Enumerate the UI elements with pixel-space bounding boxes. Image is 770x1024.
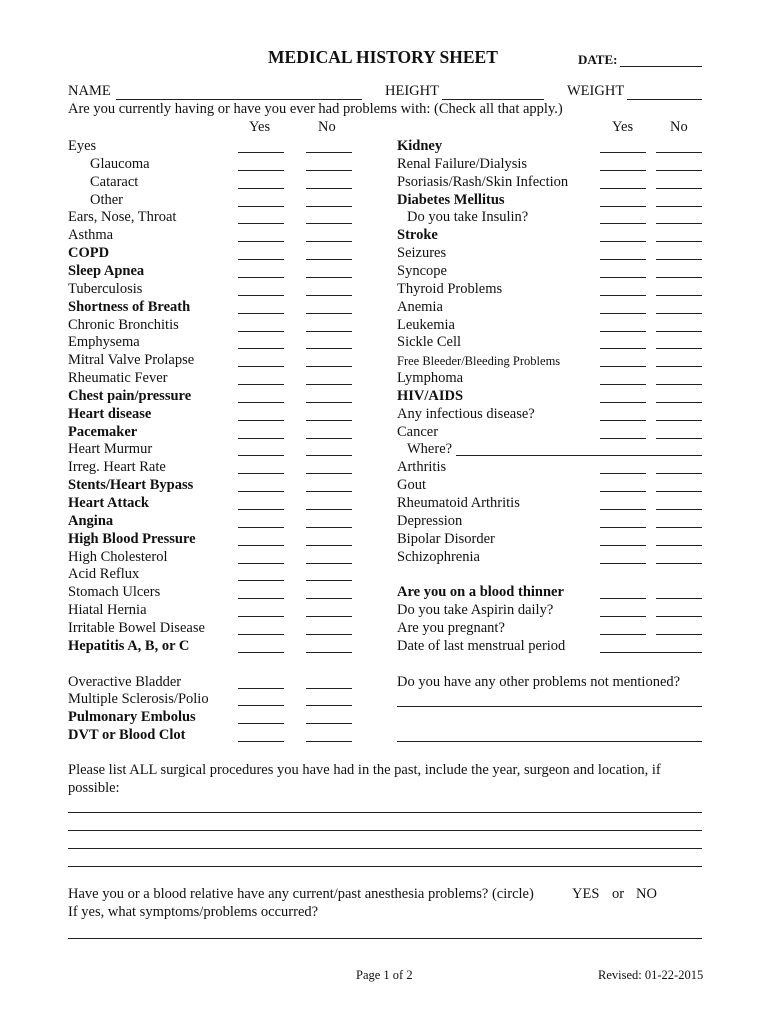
right-label-psoriasis-rash-skin-infection: Psoriasis/Rash/Skin Infection — [397, 173, 569, 190]
right-no-blank-lymphoma[interactable] — [656, 384, 702, 385]
right-label-where: Where? — [407, 441, 453, 458]
right-no-blank-arthritis[interactable] — [656, 473, 702, 474]
right-yes-blank-leukemia[interactable] — [600, 331, 646, 332]
right-label-any-infectious-disease: Any infectious disease? — [397, 405, 535, 422]
left-no-blank-shortness-of-breath[interactable] — [306, 313, 352, 314]
left-yes-blank-tuberculosis[interactable] — [238, 295, 284, 296]
page-number: Page 1 of 2 — [356, 968, 413, 982]
weight-label: WEIGHT — [567, 83, 625, 99]
anesthesia-no[interactable]: NO — [636, 886, 657, 902]
right-no-blank-bipolar-disorder[interactable] — [656, 545, 702, 546]
right-label-thyroid-problems: Thyroid Problems — [397, 280, 503, 297]
left-label-heart-attack: Heart Attack — [68, 495, 149, 511]
left-no-blank-hiatal-hernia[interactable] — [306, 616, 352, 617]
left-label-high-cholesterol: High Cholesterol — [68, 548, 168, 565]
left-label-chest-pain-pressure: Chest pain/pressure — [68, 387, 192, 404]
right-no-header: No — [670, 119, 688, 135]
right-yes-blank-hiv-aids[interactable] — [600, 402, 646, 403]
right-label-renal-failure-dialysis: Renal Failure/Dialysis — [397, 155, 528, 172]
right-yes-blank-thyroid-problems[interactable] — [600, 295, 646, 296]
right-yes-blank-gout[interactable] — [600, 491, 646, 492]
right-label-sickle-cell: Sickle Cell — [397, 334, 462, 351]
left-label-stomach-ulcers: Stomach Ulcers — [68, 584, 161, 601]
left-yes-blank-emphysema[interactable] — [238, 348, 284, 349]
left-label-asthma: Asthma — [68, 227, 114, 244]
height-field[interactable] — [442, 99, 544, 100]
left-no-blank-sleep-apnea[interactable] — [306, 277, 352, 278]
date-label: DATE: — [578, 52, 618, 67]
left-no-blank-other[interactable] — [306, 206, 352, 207]
left-label-heart-murmur: Heart Murmur — [68, 441, 153, 458]
left-yes-blank-irritable-bowel-disease[interactable] — [238, 634, 284, 635]
left-no-blank-emphysema[interactable] — [306, 348, 352, 349]
left-yes-blank-chest-pain-pressure[interactable] — [238, 402, 284, 403]
right-yes-blank-do-you-take-insulin[interactable] — [600, 223, 646, 224]
left-yes-blank-heart-murmur[interactable] — [238, 455, 284, 456]
left-label-acid-reflux: Acid Reflux — [68, 566, 140, 583]
other-problems-line-2[interactable] — [397, 741, 702, 742]
left-no-blank-cataract[interactable] — [306, 188, 352, 189]
right-no-blank-gout[interactable] — [656, 491, 702, 492]
left-label-overactive-bladder: Overactive Bladder — [68, 673, 182, 690]
right-yes-blank-any-infectious-disease[interactable] — [600, 420, 646, 421]
right-yes-blank-arthritis[interactable] — [600, 473, 646, 474]
right-label-are-you-on-a-blood-thinner: Are you on a blood thinner — [397, 584, 564, 601]
left-yes-blank-heart-attack[interactable] — [238, 509, 284, 510]
left-label-hiatal-hernia: Hiatal Hernia — [68, 602, 147, 619]
right-no-blank-rheumatoid-arthritis[interactable] — [656, 509, 702, 510]
left-label-hepatitis-a-b-or-c: Hepatitis A, B, or C — [68, 637, 190, 654]
right-label-anemia: Anemia — [397, 298, 443, 315]
left-no-blank-angina[interactable] — [306, 527, 352, 528]
left-label-mitral-valve-prolapse: Mitral Valve Prolapse — [68, 352, 195, 369]
left-no-blank-multiple-sclerosis-polio[interactable] — [306, 705, 352, 706]
left-no-blank-copd[interactable] — [306, 259, 352, 260]
left-yes-blank-hiatal-hernia[interactable] — [238, 616, 284, 617]
right-no-blank-stroke[interactable] — [656, 241, 702, 242]
right-no-blank-any-infectious-disease[interactable] — [656, 420, 702, 421]
right-label-date-of-last-menstrual-period: Date of last menstrual period — [397, 637, 566, 654]
left-yes-blank-multiple-sclerosis-polio[interactable] — [238, 705, 284, 706]
instructions: Are you currently having or have you ever had problems with: (Check all that apply.) — [68, 101, 563, 117]
left-no-blank-hepatitis-a-b-or-c[interactable] — [306, 652, 352, 653]
left-no-blank-dvt-or-blood-clot[interactable] — [306, 741, 352, 742]
right-label-cancer: Cancer — [397, 423, 439, 440]
right-label-depression: Depression — [397, 512, 463, 529]
left-no-blank-rheumatic-fever[interactable] — [306, 384, 352, 385]
left-no-blank-stents-heart-bypass[interactable] — [306, 491, 352, 492]
left-label-glaucoma: Glaucoma — [90, 155, 150, 172]
left-yes-blank-cataract[interactable] — [238, 188, 284, 189]
right-no-blank-are-you-pregnant[interactable] — [656, 634, 702, 635]
left-yes-blank-acid-reflux[interactable] — [238, 580, 284, 581]
right-yes-blank-are-you-pregnant[interactable] — [600, 634, 646, 635]
left-label-chronic-bronchitis: Chronic Bronchitis — [68, 316, 179, 333]
right-label-diabetes-mellitus: Diabetes Mellitus — [397, 191, 505, 208]
revised-date: Revised: 01-22-2015 — [598, 968, 704, 982]
name-field[interactable] — [116, 99, 362, 100]
right-yes-blank-sickle-cell[interactable] — [600, 348, 646, 349]
left-yes-blank-ears-nose-throat[interactable] — [238, 223, 284, 224]
other-problems-line-1[interactable] — [397, 706, 702, 707]
left-yes-blank-eyes[interactable] — [238, 152, 284, 153]
right-label-hiv-aids: HIV/AIDS — [397, 387, 464, 404]
surgical-line-3[interactable] — [68, 848, 702, 849]
right-yes-blank-lymphoma[interactable] — [600, 384, 646, 385]
right-label-kidney: Kidney — [397, 138, 443, 154]
left-label-tuberculosis: Tuberculosis — [68, 280, 143, 297]
right-yes-header: Yes — [612, 119, 634, 135]
right-yes-blank-rheumatoid-arthritis[interactable] — [600, 509, 646, 510]
left-no-blank-tuberculosis[interactable] — [306, 295, 352, 296]
right-yes-blank-diabetes-mellitus[interactable] — [600, 206, 646, 207]
left-yes-blank-shortness-of-breath[interactable] — [238, 313, 284, 314]
last-menstrual-period-field[interactable] — [600, 652, 702, 653]
left-yes-blank-high-blood-pressure[interactable] — [238, 545, 284, 546]
right-no-blank-hiv-aids[interactable] — [656, 402, 702, 403]
left-label-multiple-sclerosis-polio: Multiple Sclerosis/Polio — [68, 691, 209, 708]
left-yes-blank-stomach-ulcers[interactable] — [238, 598, 284, 599]
left-yes-blank-sleep-apnea[interactable] — [238, 277, 284, 278]
left-label-sleep-apnea: Sleep Apnea — [68, 262, 145, 279]
left-yes-blank-mitral-valve-prolapse[interactable] — [238, 366, 284, 367]
left-yes-blank-dvt-or-blood-clot[interactable] — [238, 741, 284, 742]
left-no-blank-mitral-valve-prolapse[interactable] — [306, 366, 352, 367]
height-label: HEIGHT — [385, 83, 439, 99]
right-no-blank-do-you-take-aspirin-daily[interactable] — [656, 616, 702, 617]
right-label-are-you-pregnant: Are you pregnant? — [397, 619, 505, 636]
left-yes-blank-overactive-bladder[interactable] — [238, 688, 284, 689]
right-no-blank-are-you-on-a-blood-thinner[interactable] — [656, 598, 702, 599]
right-yes-blank-bipolar-disorder[interactable] — [600, 545, 646, 546]
surgical-prompt: Please list ALL surgical procedures you have had in the past, include the year, surgeon and location, if possible: — [68, 762, 661, 796]
left-no-blank-heart-disease[interactable] — [306, 420, 352, 421]
anesthesia-answer-line[interactable] — [68, 938, 702, 939]
left-label-heart-disease: Heart disease — [68, 405, 152, 422]
left-no-blank-chronic-bronchitis[interactable] — [306, 331, 352, 332]
right-label-rheumatoid-arthritis: Rheumatoid Arthritis — [397, 495, 520, 511]
left-label-dvt-or-blood-clot: DVT or Blood Clot — [68, 727, 186, 744]
right-label-do-you-take-aspirin-daily: Do you take Aspirin daily? — [397, 602, 554, 619]
right-yes-blank-syncope[interactable] — [600, 277, 646, 278]
left-no-blank-stomach-ulcers[interactable] — [306, 598, 352, 599]
cancer-where-field[interactable] — [456, 455, 702, 456]
anesthesia-followup: If yes, what symptoms/problems occurred? — [68, 904, 319, 920]
right-no-blank-do-you-take-insulin[interactable] — [656, 223, 702, 224]
left-no-blank-acid-reflux[interactable] — [306, 580, 352, 581]
left-label-stents-heart-bypass: Stents/Heart Bypass — [68, 477, 194, 494]
right-yes-blank-depression[interactable] — [600, 527, 646, 528]
left-no-blank-heart-attack[interactable] — [306, 509, 352, 510]
anesthesia-yes[interactable]: YES — [572, 886, 600, 902]
anesthesia-question: Have you or a blood relative have any current/past anesthesia problems? (circle) — [68, 886, 534, 902]
right-label-leukemia: Leukemia — [397, 316, 455, 333]
left-label-irritable-bowel-disease: Irritable Bowel Disease — [68, 619, 205, 636]
right-no-blank-thyroid-problems[interactable] — [656, 295, 702, 296]
right-label-arthritis: Arthritis — [397, 459, 447, 476]
left-yes-blank-hepatitis-a-b-or-c[interactable] — [238, 652, 284, 653]
left-label-shortness-of-breath: Shortness of Breath — [68, 298, 191, 315]
left-label-angina: Angina — [68, 512, 114, 529]
left-label-ears-nose-throat: Ears, Nose, Throat — [68, 209, 177, 226]
right-label-stroke: Stroke — [397, 227, 438, 244]
left-no-blank-irritable-bowel-disease[interactable] — [306, 634, 352, 635]
right-no-blank-leukemia[interactable] — [656, 331, 702, 332]
surgical-line-4[interactable] — [68, 866, 702, 867]
left-yes-blank-angina[interactable] — [238, 527, 284, 528]
left-label-pacemaker: Pacemaker — [68, 423, 138, 440]
right-label-bipolar-disorder: Bipolar Disorder — [397, 530, 495, 547]
left-yes-blank-pulmonary-embolus[interactable] — [238, 723, 284, 724]
surgical-line-1[interactable] — [68, 812, 702, 813]
right-yes-blank-do-you-take-aspirin-daily[interactable] — [600, 616, 646, 617]
left-label-other: Other — [90, 191, 124, 208]
right-no-blank-cancer[interactable] — [656, 438, 702, 439]
right-yes-blank-psoriasis-rash-skin-infection[interactable] — [600, 188, 646, 189]
left-label-rheumatic-fever: Rheumatic Fever — [68, 370, 168, 387]
left-yes-blank-asthma[interactable] — [238, 241, 284, 242]
left-label-copd: COPD — [68, 245, 110, 262]
right-no-blank-psoriasis-rash-skin-infection[interactable] — [656, 188, 702, 189]
right-label-schizophrenia: Schizophrenia — [397, 548, 480, 565]
right-yes-blank-kidney[interactable] — [600, 152, 646, 153]
left-yes-blank-glaucoma[interactable] — [238, 170, 284, 171]
left-yes-blank-pacemaker[interactable] — [238, 438, 284, 439]
left-no-blank-heart-murmur[interactable] — [306, 455, 352, 456]
right-no-blank-anemia[interactable] — [656, 313, 702, 314]
left-no-header: No — [318, 119, 336, 135]
right-label-syncope: Syncope — [397, 262, 447, 279]
left-no-blank-asthma[interactable] — [306, 241, 352, 242]
right-yes-blank-seizures[interactable] — [600, 259, 646, 260]
right-yes-blank-free-bleeder-bleeding-problems[interactable] — [600, 366, 646, 367]
surgical-line-2[interactable] — [68, 830, 702, 831]
left-no-blank-overactive-bladder[interactable] — [306, 688, 352, 689]
right-no-blank-depression[interactable] — [656, 527, 702, 528]
left-no-blank-ears-nose-throat[interactable] — [306, 223, 352, 224]
left-no-blank-pacemaker[interactable] — [306, 438, 352, 439]
right-yes-blank-are-you-on-a-blood-thinner[interactable] — [600, 598, 646, 599]
left-label-eyes: Eyes — [68, 138, 97, 154]
left-yes-blank-copd[interactable] — [238, 259, 284, 260]
right-yes-blank-cancer[interactable] — [600, 438, 646, 439]
left-label-high-blood-pressure: High Blood Pressure — [68, 530, 196, 547]
right-no-blank-schizophrenia[interactable] — [656, 563, 702, 564]
left-yes-blank-chronic-bronchitis[interactable] — [238, 331, 284, 332]
right-label-do-you-have-any-other-problems-not-mentioned: Do you have any other problems not mentioned? — [397, 673, 681, 690]
right-yes-blank-anemia[interactable] — [600, 313, 646, 314]
left-yes-header: Yes — [249, 119, 271, 135]
name-label: NAME — [68, 83, 111, 99]
left-yes-blank-irreg-heart-rate[interactable] — [238, 473, 284, 474]
left-no-blank-high-cholesterol[interactable] — [306, 563, 352, 564]
page-title: MEDICAL HISTORY SHEET — [268, 47, 498, 67]
left-label-cataract: Cataract — [90, 173, 139, 190]
left-no-blank-glaucoma[interactable] — [306, 170, 352, 171]
left-no-blank-high-blood-pressure[interactable] — [306, 545, 352, 546]
left-no-blank-eyes[interactable] — [306, 152, 352, 153]
right-label-do-you-take-insulin: Do you take Insulin? — [407, 209, 529, 226]
right-yes-blank-stroke[interactable] — [600, 241, 646, 242]
left-no-blank-irreg-heart-rate[interactable] — [306, 473, 352, 474]
left-no-blank-chest-pain-pressure[interactable] — [306, 402, 352, 403]
right-yes-blank-renal-failure-dialysis[interactable] — [600, 170, 646, 171]
anesthesia-or: or — [612, 886, 625, 902]
right-label-lymphoma: Lymphoma — [397, 370, 464, 387]
right-no-blank-renal-failure-dialysis[interactable] — [656, 170, 702, 171]
right-label-seizures: Seizures — [397, 245, 447, 262]
left-label-emphysema: Emphysema — [68, 334, 140, 351]
left-yes-blank-heart-disease[interactable] — [238, 420, 284, 421]
right-yes-blank-schizophrenia[interactable] — [600, 563, 646, 564]
left-yes-blank-other[interactable] — [238, 206, 284, 207]
right-no-blank-free-bleeder-bleeding-problems[interactable] — [656, 366, 702, 367]
date-field[interactable] — [620, 66, 702, 67]
left-label-pulmonary-embolus: Pulmonary Embolus — [68, 709, 196, 726]
right-no-blank-sickle-cell[interactable] — [656, 348, 702, 349]
right-no-blank-syncope[interactable] — [656, 277, 702, 278]
left-no-blank-pulmonary-embolus[interactable] — [306, 723, 352, 724]
left-yes-blank-rheumatic-fever[interactable] — [238, 384, 284, 385]
right-label-gout: Gout — [397, 477, 426, 494]
right-label-free-bleeder-bleeding-problems: Free Bleeder/Bleeding Problems — [397, 354, 561, 369]
right-no-blank-diabetes-mellitus[interactable] — [656, 206, 702, 207]
weight-field[interactable] — [627, 99, 702, 100]
right-no-blank-kidney[interactable] — [656, 152, 702, 153]
left-yes-blank-stents-heart-bypass[interactable] — [238, 491, 284, 492]
left-yes-blank-high-cholesterol[interactable] — [238, 563, 284, 564]
left-label-irreg-heart-rate: Irreg. Heart Rate — [68, 459, 166, 476]
right-no-blank-seizures[interactable] — [656, 259, 702, 260]
